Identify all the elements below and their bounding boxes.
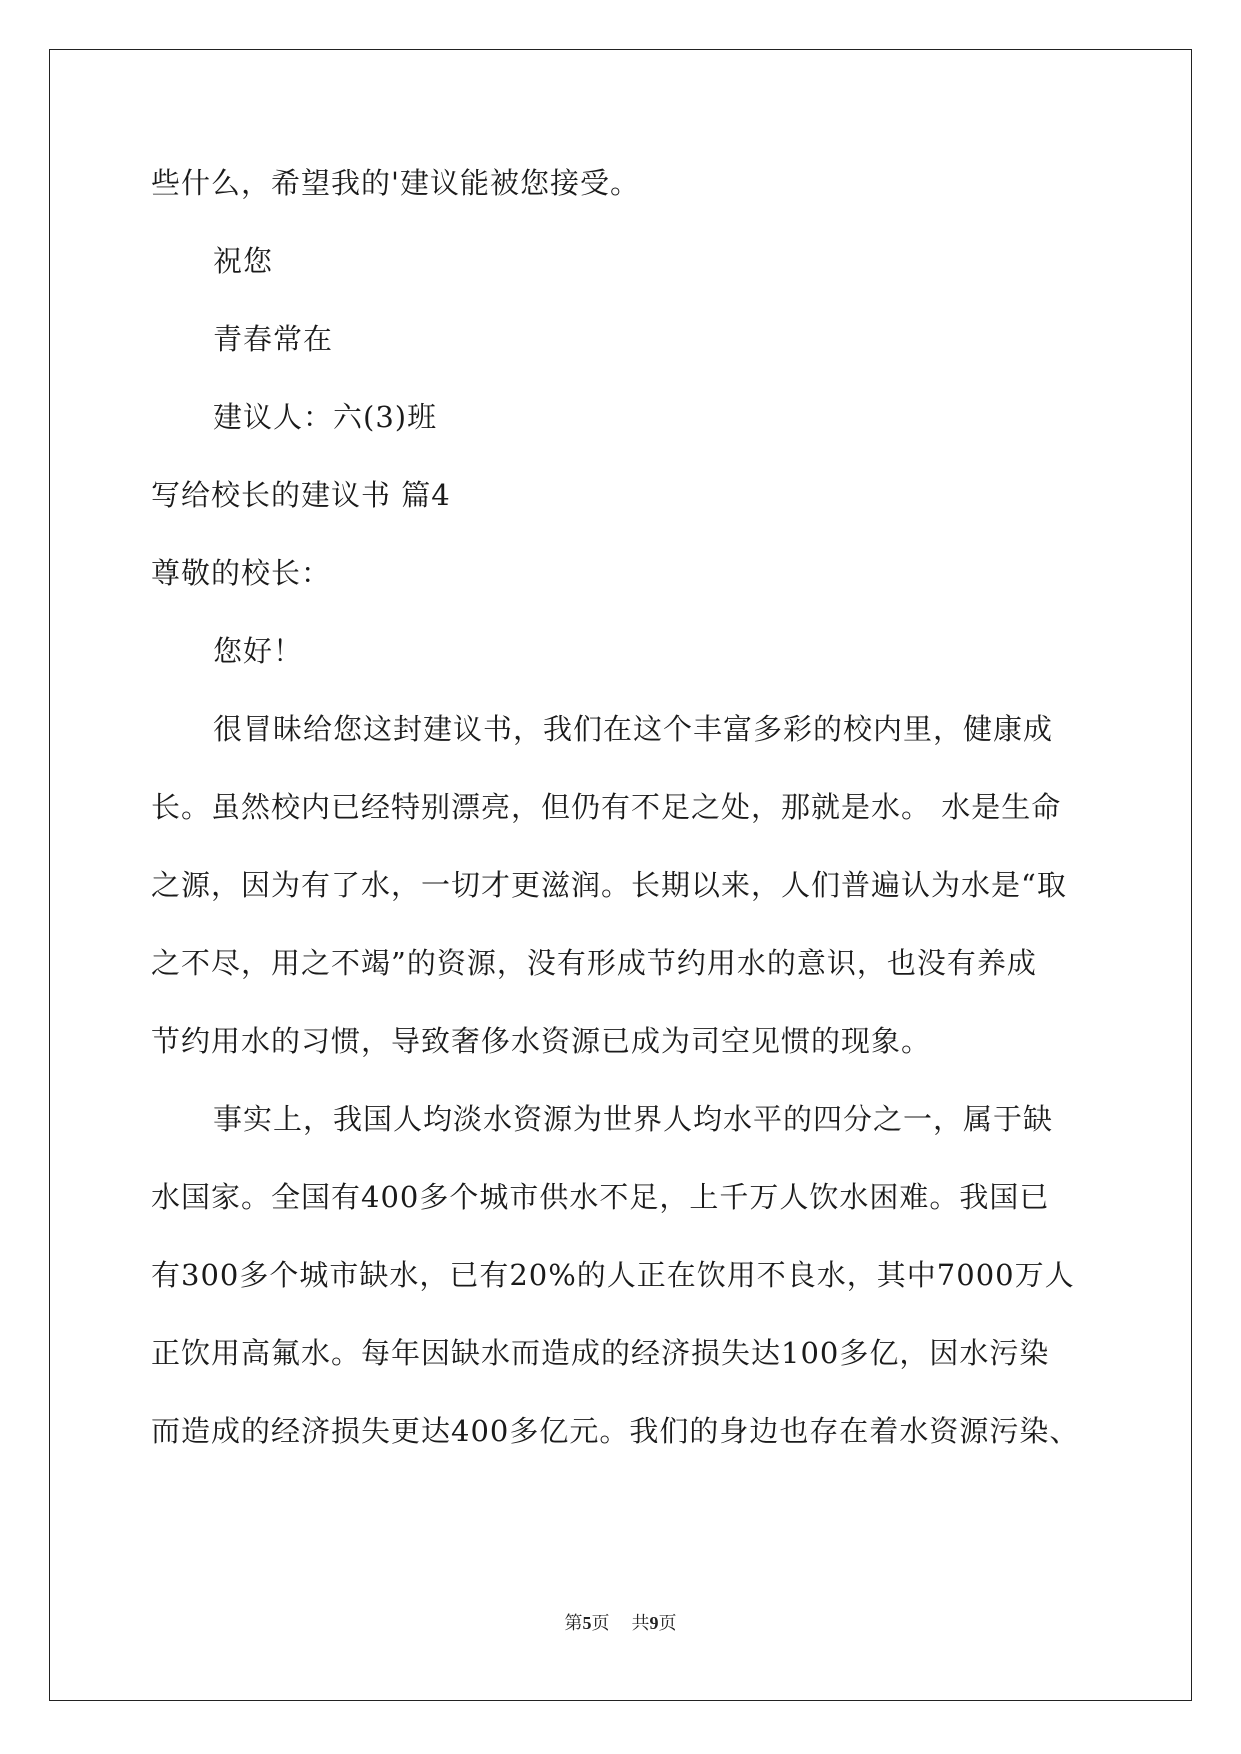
page-footer bbox=[0, 1609, 1241, 1635]
greeting: 您好！ bbox=[213, 634, 304, 668]
page-suffix: 页 bbox=[591, 1613, 610, 1633]
text-line: 事实上，我国人均淡水资源为世界人均水平的四分之一，属于缺 bbox=[213, 1102, 1054, 1136]
closing-greeting: 祝您 bbox=[213, 244, 274, 278]
page-prefix: 第 bbox=[564, 1613, 583, 1633]
closing-wish: 青春常在 bbox=[213, 322, 334, 356]
text-line: 很冒昧给您这封建议书，我们在这个丰富多彩的校内里，健康成 bbox=[213, 712, 1054, 746]
total-pages: 9 bbox=[649, 1613, 659, 1633]
total-prefix: 共 bbox=[631, 1613, 650, 1633]
signature-line: 建议人：六(3)班 bbox=[213, 400, 438, 434]
section-heading: 写给校长的建议书 篇4 bbox=[151, 478, 451, 512]
total-suffix: 页 bbox=[658, 1613, 677, 1633]
text-line: 而造成的经济损失更达400多亿元。我们的身边也存在着水资源污染、 bbox=[151, 1414, 1080, 1448]
text-line: 正饮用高氟水。每年因缺水而造成的经济损失达100多亿，因水污染 bbox=[151, 1336, 1050, 1370]
text-line: 之源，因为有了水，一切才更滋润。长期以来，人们普遍认为水是“取 bbox=[151, 868, 1067, 902]
text-line: 些什么，希望我的'建议能被您接受。 bbox=[151, 166, 640, 200]
text-line: 有300多个城市缺水，已有20%的人正在饮用不良水，其中7000万人 bbox=[151, 1258, 1075, 1292]
text-line: 节约用水的习惯，导致奢侈水资源已成为司空见惯的现象。 bbox=[151, 1024, 932, 1058]
page-number: 5 bbox=[582, 1613, 592, 1633]
text-line: 水国家。全国有400多个城市供水不足，上千万人饮水困难。我国已 bbox=[151, 1180, 1050, 1214]
text-line: 长。虽然校内已经特别漂亮，但仍有不足之处，那就是水。 水是生命 bbox=[151, 790, 1062, 824]
salutation: 尊敬的校长： bbox=[151, 556, 332, 590]
text-line: 之不尽，用之不竭”的资源，没有形成节约用水的意识，也没有养成 bbox=[151, 946, 1037, 980]
